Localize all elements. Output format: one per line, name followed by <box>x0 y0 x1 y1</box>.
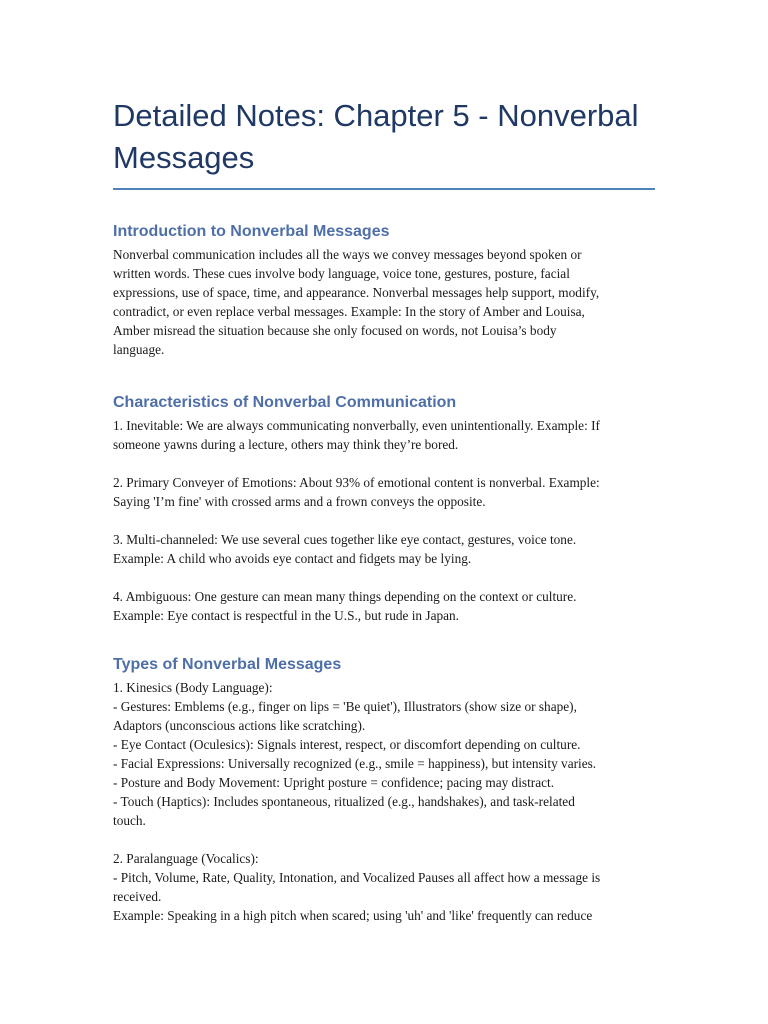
document-title: Detailed Notes: Chapter 5 - Nonverbal Messages <box>113 98 639 175</box>
section-heading-characteristics: Characteristics of Nonverbal Communication <box>113 394 457 411</box>
title-underline <box>113 188 655 190</box>
section-body-characteristics: 1. Inevitable: We are always communicating nonverbally, even unintentionally. Example: If someone yawns during a lecture, others may think they’re bored. 2. Primary Conveyer of Emotions: About 93% of emotional content is nonverbal. Example: Saying 'I’m fine' with crossed arms and a frown conveys the opposite. 3. Multi-channeled: We use several cues together like eye contact, gestures, voice tone. Example: A child who avoids eye contact and fidgets may be lying. 4. Ambiguous: One gesture can mean many things depending on the context or culture. Example: Eye contact is respectful in the U.S., but rude in Japan. <box>113 418 600 623</box>
section-body-introduction: Nonverbal communication includes all the ways we convey messages beyond spoken or written words. These cues involve body language, voice tone, gestures, posture, facial expressions, use of space, time, and appearance. Nonverbal messages help support, modify, contradict, or even replace verbal messages. Example: In the story of Amber and Louisa, Amber misread the situation because she only focused on words, not Louisa’s body language. <box>113 247 600 357</box>
section-heading-introduction: Introduction to Nonverbal Messages <box>113 223 390 240</box>
document-page <box>113 95 658 925</box>
section-body-types: 1. Kinesics (Body Language): - Gestures: Emblems (e.g., finger on lips = 'Be quiet'), Illustrators (show size or shape), Adaptors (unconscious actions like scratching). - Eye Contact (Oculesics): Signals interest, respect, or discomfort depending on culture. - Facial Expressions: Universally recognized (e.g., smile = happiness), but intensity varies. - Posture and Body Movement: Upright posture = confidence; pacing may distract. - Touch (Haptics): Includes spontaneous, ritualized (e.g., handshakes), and task-related touch. 2. Paralanguage (Vocalics): - Pitch, Volume, Rate, Quality, Intonation, and Vocalized Pauses all affect how a message is received. Example: Speaking in a high pitch when scared; using 'uh' and 'like' frequently can reduce <box>113 680 601 923</box>
section-heading-types: Types of Nonverbal Messages <box>113 656 342 673</box>
